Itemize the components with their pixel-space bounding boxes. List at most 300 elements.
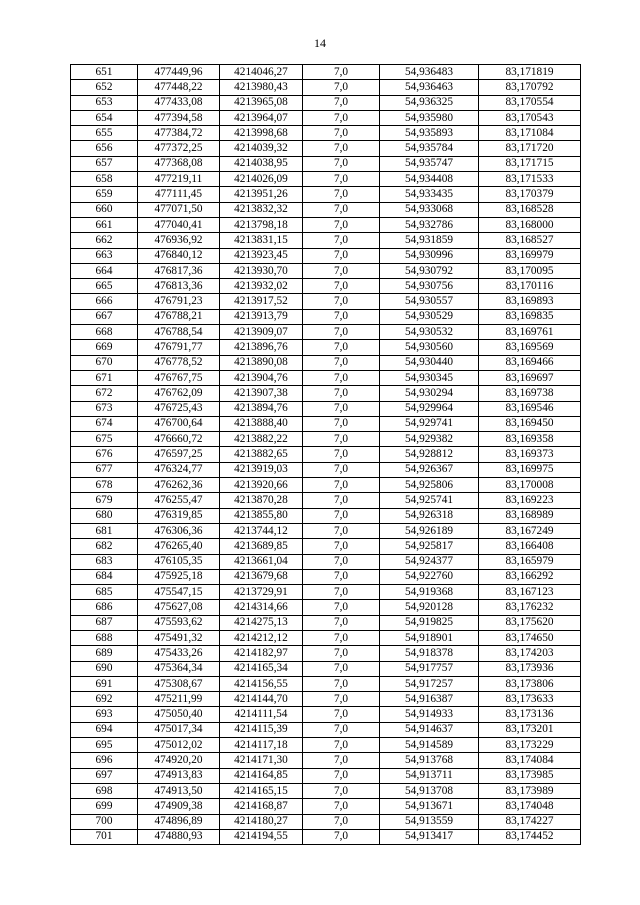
accuracy-cell: 7,0 <box>303 539 380 554</box>
longitude-cell: 83,169835 <box>479 309 581 324</box>
longitude-cell: 83,170792 <box>479 80 581 95</box>
table-row <box>71 447 581 462</box>
y-coordinate-cell: 4213798,18 <box>220 217 303 232</box>
x-coordinate-cell: 474913,83 <box>138 768 220 783</box>
y-coordinate-cell: 4214117,18 <box>220 738 303 753</box>
point-number-cell: 655 <box>71 126 138 141</box>
latitude-cell: 54,929964 <box>380 401 479 416</box>
table-row <box>71 156 581 171</box>
x-coordinate-cell: 474913,50 <box>138 783 220 798</box>
x-coordinate-cell: 475593,62 <box>138 615 220 630</box>
y-coordinate-cell: 4214046,27 <box>220 65 303 80</box>
table-row <box>71 829 581 844</box>
y-coordinate-cell: 4214164,85 <box>220 768 303 783</box>
y-coordinate-cell: 4214194,55 <box>220 829 303 844</box>
table-row <box>71 692 581 707</box>
accuracy-cell: 7,0 <box>303 386 380 401</box>
accuracy-cell: 7,0 <box>303 202 380 217</box>
point-number-cell: 684 <box>71 569 138 584</box>
x-coordinate-cell: 476255,47 <box>138 493 220 508</box>
accuracy-cell: 7,0 <box>303 340 380 355</box>
table-row <box>71 753 581 768</box>
table-row <box>71 722 581 737</box>
point-number-cell: 665 <box>71 279 138 294</box>
coordinates-table <box>70 64 581 845</box>
x-coordinate-cell: 475017,34 <box>138 722 220 737</box>
latitude-cell: 54,935784 <box>380 141 479 156</box>
accuracy-cell: 7,0 <box>303 478 380 493</box>
x-coordinate-cell: 476936,92 <box>138 233 220 248</box>
longitude-cell: 83,166408 <box>479 539 581 554</box>
table-row <box>71 432 581 447</box>
x-coordinate-cell: 475012,02 <box>138 738 220 753</box>
table-row <box>71 768 581 783</box>
x-coordinate-cell: 476762,09 <box>138 386 220 401</box>
table-row <box>71 110 581 125</box>
x-coordinate-cell: 476813,36 <box>138 279 220 294</box>
x-coordinate-cell: 475491,32 <box>138 630 220 645</box>
point-number-cell: 662 <box>71 233 138 248</box>
x-coordinate-cell: 476306,36 <box>138 523 220 538</box>
longitude-cell: 83,174084 <box>479 753 581 768</box>
table-row <box>71 187 581 202</box>
latitude-cell: 54,934408 <box>380 172 479 187</box>
point-number-cell: 682 <box>71 539 138 554</box>
longitude-cell: 83,169569 <box>479 340 581 355</box>
latitude-cell: 54,930560 <box>380 340 479 355</box>
latitude-cell: 54,922760 <box>380 569 479 584</box>
table-row <box>71 661 581 676</box>
latitude-cell: 54,919825 <box>380 615 479 630</box>
y-coordinate-cell: 4214144,70 <box>220 692 303 707</box>
longitude-cell: 83,169738 <box>479 386 581 401</box>
y-coordinate-cell: 4214168,87 <box>220 799 303 814</box>
longitude-cell: 83,173229 <box>479 738 581 753</box>
latitude-cell: 54,924377 <box>380 554 479 569</box>
latitude-cell: 54,926318 <box>380 508 479 523</box>
longitude-cell: 83,170543 <box>479 110 581 125</box>
table-row <box>71 600 581 615</box>
longitude-cell: 83,169373 <box>479 447 581 462</box>
point-number-cell: 688 <box>71 630 138 645</box>
x-coordinate-cell: 477372,25 <box>138 141 220 156</box>
x-coordinate-cell: 474896,89 <box>138 814 220 829</box>
table-row <box>71 279 581 294</box>
x-coordinate-cell: 476840,12 <box>138 248 220 263</box>
y-coordinate-cell: 4213913,79 <box>220 309 303 324</box>
table-row <box>71 294 581 309</box>
accuracy-cell: 7,0 <box>303 80 380 95</box>
accuracy-cell: 7,0 <box>303 814 380 829</box>
y-coordinate-cell: 4214212,12 <box>220 630 303 645</box>
x-coordinate-cell: 475547,15 <box>138 585 220 600</box>
x-coordinate-cell: 476767,75 <box>138 370 220 385</box>
y-coordinate-cell: 4214026,09 <box>220 172 303 187</box>
x-coordinate-cell: 474920,20 <box>138 753 220 768</box>
table-row <box>71 416 581 431</box>
point-number-cell: 674 <box>71 416 138 431</box>
latitude-cell: 54,930345 <box>380 370 479 385</box>
x-coordinate-cell: 476788,54 <box>138 325 220 340</box>
longitude-cell: 83,174048 <box>479 799 581 814</box>
latitude-cell: 54,913559 <box>380 814 479 829</box>
accuracy-cell: 7,0 <box>303 600 380 615</box>
table-row <box>71 233 581 248</box>
table-row <box>71 814 581 829</box>
table-row <box>71 630 581 645</box>
table-row <box>71 401 581 416</box>
y-coordinate-cell: 4213919,03 <box>220 462 303 477</box>
latitude-cell: 54,929382 <box>380 432 479 447</box>
y-coordinate-cell: 4213917,52 <box>220 294 303 309</box>
x-coordinate-cell: 474909,38 <box>138 799 220 814</box>
y-coordinate-cell: 4214180,27 <box>220 814 303 829</box>
point-number-cell: 664 <box>71 263 138 278</box>
latitude-cell: 54,932786 <box>380 217 479 232</box>
latitude-cell: 54,930529 <box>380 309 479 324</box>
latitude-cell: 54,930996 <box>380 248 479 263</box>
accuracy-cell: 7,0 <box>303 156 380 171</box>
y-coordinate-cell: 4213930,70 <box>220 263 303 278</box>
longitude-cell: 83,171533 <box>479 172 581 187</box>
y-coordinate-cell: 4214115,39 <box>220 722 303 737</box>
latitude-cell: 54,929741 <box>380 416 479 431</box>
latitude-cell: 54,935980 <box>380 110 479 125</box>
point-number-cell: 653 <box>71 95 138 110</box>
point-number-cell: 675 <box>71 432 138 447</box>
longitude-cell: 83,174227 <box>479 814 581 829</box>
latitude-cell: 54,913708 <box>380 783 479 798</box>
point-number-cell: 669 <box>71 340 138 355</box>
table-row <box>71 263 581 278</box>
accuracy-cell: 7,0 <box>303 95 380 110</box>
latitude-cell: 54,936325 <box>380 95 479 110</box>
latitude-cell: 54,920128 <box>380 600 479 615</box>
table-row <box>71 309 581 324</box>
latitude-cell: 54,926367 <box>380 462 479 477</box>
longitude-cell: 83,171819 <box>479 65 581 80</box>
accuracy-cell: 7,0 <box>303 447 380 462</box>
page-number: 14 <box>314 36 326 50</box>
y-coordinate-cell: 4213904,76 <box>220 370 303 385</box>
point-number-cell: 660 <box>71 202 138 217</box>
accuracy-cell: 7,0 <box>303 707 380 722</box>
point-number-cell: 678 <box>71 478 138 493</box>
point-number-cell: 656 <box>71 141 138 156</box>
table-row <box>71 217 581 232</box>
longitude-cell: 83,175620 <box>479 615 581 630</box>
longitude-cell: 83,169223 <box>479 493 581 508</box>
longitude-cell: 83,173985 <box>479 768 581 783</box>
y-coordinate-cell: 4214171,30 <box>220 753 303 768</box>
latitude-cell: 54,918901 <box>380 630 479 645</box>
point-number-cell: 683 <box>71 554 138 569</box>
accuracy-cell: 7,0 <box>303 722 380 737</box>
accuracy-cell: 7,0 <box>303 233 380 248</box>
table-row <box>71 95 581 110</box>
y-coordinate-cell: 4213661,04 <box>220 554 303 569</box>
longitude-cell: 83,169466 <box>479 355 581 370</box>
accuracy-cell: 7,0 <box>303 569 380 584</box>
longitude-cell: 83,169893 <box>479 294 581 309</box>
y-coordinate-cell: 4213964,07 <box>220 110 303 125</box>
point-number-cell: 661 <box>71 217 138 232</box>
accuracy-cell: 7,0 <box>303 738 380 753</box>
longitude-cell: 83,169697 <box>479 370 581 385</box>
latitude-cell: 54,914637 <box>380 722 479 737</box>
longitude-cell: 83,173806 <box>479 676 581 691</box>
x-coordinate-cell: 476700,64 <box>138 416 220 431</box>
x-coordinate-cell: 476788,21 <box>138 309 220 324</box>
longitude-cell: 83,168000 <box>479 217 581 232</box>
x-coordinate-cell: 476791,23 <box>138 294 220 309</box>
longitude-cell: 83,170116 <box>479 279 581 294</box>
point-number-cell: 694 <box>71 722 138 737</box>
coordinates-table-body <box>71 65 581 845</box>
longitude-cell: 83,167123 <box>479 585 581 600</box>
x-coordinate-cell: 477433,08 <box>138 95 220 110</box>
longitude-cell: 83,166292 <box>479 569 581 584</box>
y-coordinate-cell: 4213998,68 <box>220 126 303 141</box>
y-coordinate-cell: 4213882,22 <box>220 432 303 447</box>
point-number-cell: 668 <box>71 325 138 340</box>
table-row <box>71 493 581 508</box>
point-number-cell: 670 <box>71 355 138 370</box>
longitude-cell: 83,170095 <box>479 263 581 278</box>
latitude-cell: 54,926189 <box>380 523 479 538</box>
point-number-cell: 677 <box>71 462 138 477</box>
y-coordinate-cell: 4213907,38 <box>220 386 303 401</box>
x-coordinate-cell: 477111,45 <box>138 187 220 202</box>
latitude-cell: 54,914589 <box>380 738 479 753</box>
table-row <box>71 462 581 477</box>
table-row <box>71 539 581 554</box>
point-number-cell: 676 <box>71 447 138 462</box>
longitude-cell: 83,168989 <box>479 508 581 523</box>
x-coordinate-cell: 475627,08 <box>138 600 220 615</box>
y-coordinate-cell: 4214275,13 <box>220 615 303 630</box>
longitude-cell: 83,173936 <box>479 661 581 676</box>
latitude-cell: 54,936483 <box>380 65 479 80</box>
x-coordinate-cell: 474880,93 <box>138 829 220 844</box>
table-row <box>71 386 581 401</box>
table-row <box>71 325 581 340</box>
accuracy-cell: 7,0 <box>303 248 380 263</box>
accuracy-cell: 7,0 <box>303 401 380 416</box>
x-coordinate-cell: 475364,34 <box>138 661 220 676</box>
latitude-cell: 54,917757 <box>380 661 479 676</box>
accuracy-cell: 7,0 <box>303 263 380 278</box>
latitude-cell: 54,930792 <box>380 263 479 278</box>
table-row <box>71 172 581 187</box>
x-coordinate-cell: 475308,67 <box>138 676 220 691</box>
accuracy-cell: 7,0 <box>303 217 380 232</box>
y-coordinate-cell: 4213729,91 <box>220 585 303 600</box>
accuracy-cell: 7,0 <box>303 783 380 798</box>
table-row <box>71 783 581 798</box>
y-coordinate-cell: 4214165,34 <box>220 661 303 676</box>
table-row <box>71 615 581 630</box>
longitude-cell: 83,165979 <box>479 554 581 569</box>
point-number-cell: 700 <box>71 814 138 829</box>
latitude-cell: 54,928812 <box>380 447 479 462</box>
latitude-cell: 54,913768 <box>380 753 479 768</box>
y-coordinate-cell: 4213932,02 <box>220 279 303 294</box>
y-coordinate-cell: 4214165,15 <box>220 783 303 798</box>
longitude-cell: 83,173633 <box>479 692 581 707</box>
longitude-cell: 83,173201 <box>479 722 581 737</box>
y-coordinate-cell: 4213890,08 <box>220 355 303 370</box>
longitude-cell: 83,169546 <box>479 401 581 416</box>
point-number-cell: 681 <box>71 523 138 538</box>
latitude-cell: 54,930557 <box>380 294 479 309</box>
point-number-cell: 690 <box>71 661 138 676</box>
y-coordinate-cell: 4213980,43 <box>220 80 303 95</box>
y-coordinate-cell: 4214038,95 <box>220 156 303 171</box>
x-coordinate-cell: 477448,22 <box>138 80 220 95</box>
accuracy-cell: 7,0 <box>303 65 380 80</box>
accuracy-cell: 7,0 <box>303 523 380 538</box>
x-coordinate-cell: 477040,41 <box>138 217 220 232</box>
point-number-cell: 685 <box>71 585 138 600</box>
longitude-cell: 83,170379 <box>479 187 581 202</box>
y-coordinate-cell: 4213923,45 <box>220 248 303 263</box>
latitude-cell: 54,935893 <box>380 126 479 141</box>
accuracy-cell: 7,0 <box>303 768 380 783</box>
accuracy-cell: 7,0 <box>303 753 380 768</box>
accuracy-cell: 7,0 <box>303 676 380 691</box>
longitude-cell: 83,169761 <box>479 325 581 340</box>
longitude-cell: 83,176232 <box>479 600 581 615</box>
y-coordinate-cell: 4213855,80 <box>220 508 303 523</box>
x-coordinate-cell: 477368,08 <box>138 156 220 171</box>
accuracy-cell: 7,0 <box>303 829 380 844</box>
accuracy-cell: 7,0 <box>303 630 380 645</box>
accuracy-cell: 7,0 <box>303 325 380 340</box>
accuracy-cell: 7,0 <box>303 141 380 156</box>
x-coordinate-cell: 477394,58 <box>138 110 220 125</box>
table-row <box>71 676 581 691</box>
accuracy-cell: 7,0 <box>303 309 380 324</box>
longitude-cell: 83,168527 <box>479 233 581 248</box>
y-coordinate-cell: 4213744,12 <box>220 523 303 538</box>
point-number-cell: 666 <box>71 294 138 309</box>
accuracy-cell: 7,0 <box>303 294 380 309</box>
latitude-cell: 54,933068 <box>380 202 479 217</box>
y-coordinate-cell: 4213679,68 <box>220 569 303 584</box>
longitude-cell: 83,170008 <box>479 478 581 493</box>
accuracy-cell: 7,0 <box>303 126 380 141</box>
accuracy-cell: 7,0 <box>303 370 380 385</box>
latitude-cell: 54,936463 <box>380 80 479 95</box>
table-row <box>71 799 581 814</box>
latitude-cell: 54,930532 <box>380 325 479 340</box>
point-number-cell: 667 <box>71 309 138 324</box>
point-number-cell: 697 <box>71 768 138 783</box>
accuracy-cell: 7,0 <box>303 692 380 707</box>
table-row <box>71 141 581 156</box>
x-coordinate-cell: 475211,99 <box>138 692 220 707</box>
table-row <box>71 585 581 600</box>
table-row <box>71 508 581 523</box>
point-number-cell: 687 <box>71 615 138 630</box>
table-row <box>71 248 581 263</box>
table-row <box>71 65 581 80</box>
accuracy-cell: 7,0 <box>303 661 380 676</box>
y-coordinate-cell: 4213951,26 <box>220 187 303 202</box>
x-coordinate-cell: 477384,72 <box>138 126 220 141</box>
latitude-cell: 54,914933 <box>380 707 479 722</box>
accuracy-cell: 7,0 <box>303 355 380 370</box>
point-number-cell: 671 <box>71 370 138 385</box>
x-coordinate-cell: 477219,11 <box>138 172 220 187</box>
longitude-cell: 83,174650 <box>479 630 581 645</box>
point-number-cell: 686 <box>71 600 138 615</box>
longitude-cell: 83,168528 <box>479 202 581 217</box>
longitude-cell: 83,169358 <box>479 432 581 447</box>
x-coordinate-cell: 476660,72 <box>138 432 220 447</box>
longitude-cell: 83,170554 <box>479 95 581 110</box>
point-number-cell: 691 <box>71 676 138 691</box>
latitude-cell: 54,925806 <box>380 478 479 493</box>
latitude-cell: 54,913671 <box>380 799 479 814</box>
table-row <box>71 478 581 493</box>
x-coordinate-cell: 476319,85 <box>138 508 220 523</box>
point-number-cell: 680 <box>71 508 138 523</box>
table-row <box>71 554 581 569</box>
x-coordinate-cell: 476725,43 <box>138 401 220 416</box>
longitude-cell: 83,171084 <box>479 126 581 141</box>
table-row <box>71 646 581 661</box>
accuracy-cell: 7,0 <box>303 432 380 447</box>
x-coordinate-cell: 476597,25 <box>138 447 220 462</box>
table-row <box>71 126 581 141</box>
x-coordinate-cell: 476105,35 <box>138 554 220 569</box>
y-coordinate-cell: 4213870,28 <box>220 493 303 508</box>
accuracy-cell: 7,0 <box>303 615 380 630</box>
point-number-cell: 672 <box>71 386 138 401</box>
point-number-cell: 658 <box>71 172 138 187</box>
point-number-cell: 689 <box>71 646 138 661</box>
accuracy-cell: 7,0 <box>303 508 380 523</box>
latitude-cell: 54,930294 <box>380 386 479 401</box>
y-coordinate-cell: 4214111,54 <box>220 707 303 722</box>
latitude-cell: 54,925741 <box>380 493 479 508</box>
table-row <box>71 355 581 370</box>
point-number-cell: 696 <box>71 753 138 768</box>
y-coordinate-cell: 4213888,40 <box>220 416 303 431</box>
latitude-cell: 54,930440 <box>380 355 479 370</box>
accuracy-cell: 7,0 <box>303 554 380 569</box>
y-coordinate-cell: 4214314,66 <box>220 600 303 615</box>
accuracy-cell: 7,0 <box>303 187 380 202</box>
y-coordinate-cell: 4213689,85 <box>220 539 303 554</box>
longitude-cell: 83,171720 <box>479 141 581 156</box>
longitude-cell: 83,169975 <box>479 462 581 477</box>
accuracy-cell: 7,0 <box>303 279 380 294</box>
table-row <box>71 80 581 95</box>
x-coordinate-cell: 475925,18 <box>138 569 220 584</box>
point-number-cell: 659 <box>71 187 138 202</box>
x-coordinate-cell: 476778,52 <box>138 355 220 370</box>
y-coordinate-cell: 4214156,55 <box>220 676 303 691</box>
x-coordinate-cell: 476791,77 <box>138 340 220 355</box>
latitude-cell: 54,935747 <box>380 156 479 171</box>
point-number-cell: 651 <box>71 65 138 80</box>
x-coordinate-cell: 476265,40 <box>138 539 220 554</box>
table-row <box>71 340 581 355</box>
y-coordinate-cell: 4213965,08 <box>220 95 303 110</box>
